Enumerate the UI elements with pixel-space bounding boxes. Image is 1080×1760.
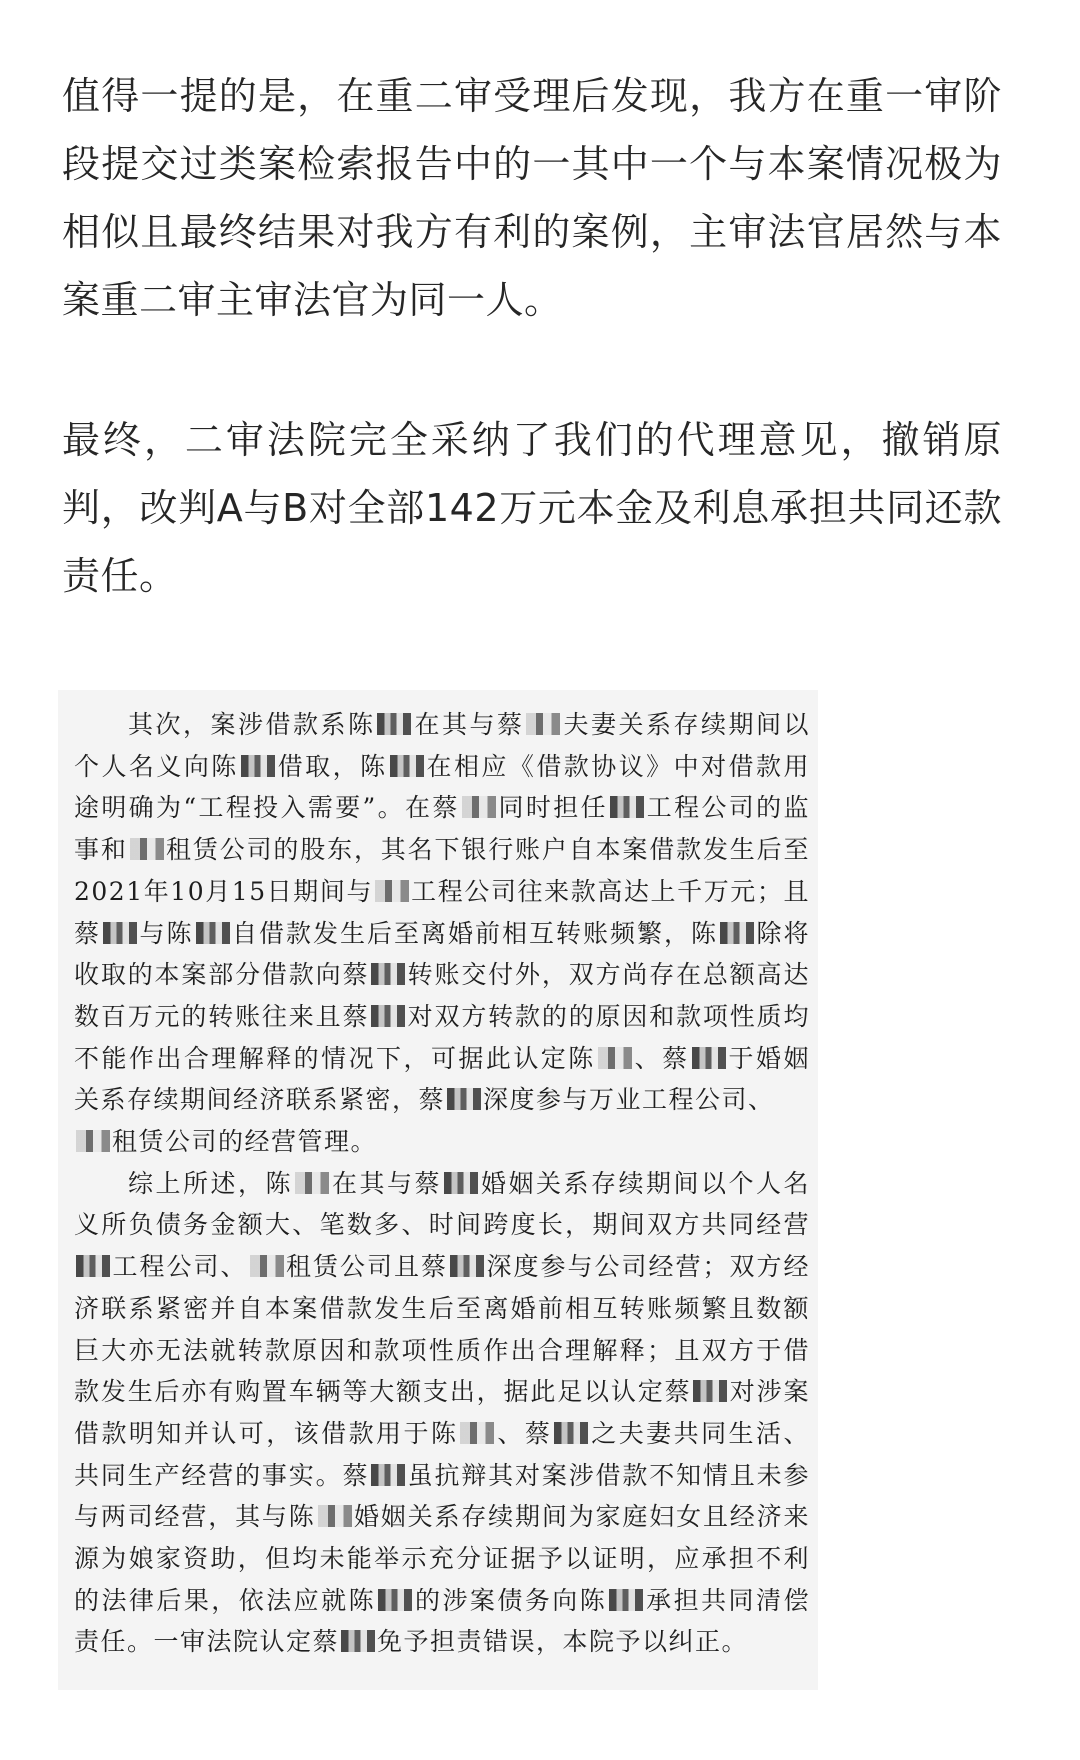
scan-text-segment: 工程公司、 [112,1252,248,1282]
scan-text-segment: 借取，陈 [276,751,388,781]
scan-text-segment: 租赁公司的经营管理。 [112,1127,378,1157]
scan-text-segment: 免予担责错误，本院予以纠正。 [377,1627,749,1657]
redaction-mosaic [692,1047,726,1069]
scan-text-segment: 转账交付外，双方尚存在总额高达数百万元的转账往来且蔡 [74,960,810,1031]
scan-text-segment: 深度参与公司经营；双方经济联系紧密并自本案借款发生后至离婚前相互转账频繁且数额巨大亦无法就转款原因和款项性质作出合理解释；且双方于借款发生后亦有购置车辆等大额支出，据此足以认定蔡 [74,1252,810,1407]
scan-text-segment: 工程公司往来款高达上千万元；且蔡 [74,876,810,948]
redaction-mosaic [341,1630,375,1652]
redaction-mosaic [447,1088,481,1110]
redaction-mosaic [526,713,560,735]
redaction-mosaic [103,922,137,944]
scan-text-segment: 租赁公司且蔡 [285,1252,448,1282]
redaction-mosaic [196,922,230,944]
redaction-mosaic [295,1172,329,1194]
redaction-mosaic [375,880,409,902]
scan-text-segment: 、蔡 [633,1043,690,1073]
redaction-mosaic [130,838,164,860]
article-body [62,62,1002,610]
redaction-mosaic [693,1380,727,1402]
redaction-mosaic [554,1422,588,1444]
judgment-scan-image [58,690,818,1690]
scan-text-segment: 对双方转款的的原因和款项性质均不能作出合理解释的情况下，可据此认定陈 [74,1001,810,1073]
scan-text-segment: 、蔡 [496,1418,553,1448]
scan-text-segment: 在其与蔡 [331,1168,442,1198]
redaction-mosaic [378,1589,412,1611]
redaction-mosaic [390,755,424,777]
redaction-mosaic [377,713,411,735]
redaction-mosaic [318,1505,352,1527]
redaction-mosaic [250,1255,284,1277]
scan-text-segment: 综上所述，陈 [128,1168,293,1198]
scan-text-segment: 与陈 [139,918,194,948]
scan-text-segment: 深度参与万业工程公司、 [483,1085,775,1115]
redaction-mosaic [444,1172,478,1194]
scan-text-segment: 其次，案涉借款系陈 [128,710,376,739]
scan-text-segment: 自借款发生后至离婚前相互转账频繁，陈 [231,918,718,948]
scan-text-segment: 婚姻关系存续期间以个人名义所负债务金额大、笔数多、时间跨度长，期间双方共同经营 [74,1168,810,1240]
scan-text-segment: 婚姻关系存续期间为家庭妇女且经济来源为娘家资助，但均未能举示充分证据予以证明，应承担不利的法律后果，依法应就陈 [74,1502,810,1615]
redaction-mosaic [450,1255,484,1277]
scan-text-segment: 在相应《借款协议》中对借款用途明确为“工程投入需要”。在蔡 [74,751,810,823]
redaction-mosaic [371,963,405,985]
redaction-mosaic [76,1130,110,1152]
redaction-mosaic [720,922,754,944]
redaction-mosaic [610,796,644,818]
scan-text-segment: 承担共同清偿责任。一审法院认定蔡 [74,1585,810,1657]
redaction-mosaic [609,1589,643,1611]
scan-text-segment: 夫妻关系存续期间以个人名义向陈 [74,710,810,781]
scan-text-segment: 同时担任 [497,793,608,823]
scan-paragraph-2 [74,1163,810,1663]
redaction-mosaic [241,755,275,777]
article-paragraph-1: 值得一提的是，在重二审受理后发现，我方在重一审阶段提交过类案检索报告中的一其中一个与本案情况极为相似且最终结果对我方有利的案例，主审法官居然与本案重二审主审法官为同一人。 [62,74,1002,322]
redaction-mosaic [371,1464,405,1486]
redaction-mosaic [598,1047,632,1069]
scan-text-segment: 工程公司的监事和 [74,793,810,865]
scan-text-segment: 于婚姻关系存续期间经济联系紧密，蔡 [74,1043,810,1115]
scan-text-segment: 对涉案借款明知并认可，该借款用于陈 [74,1377,810,1448]
scan-paragraph-1 [74,704,810,1163]
redaction-mosaic [462,796,496,818]
scan-text-segment: 在其与蔡 [413,710,525,739]
scan-text-segment: 的涉案债务向陈 [414,1585,608,1615]
scan-text-segment: 之夫妻共同生活、共同生产经营的事实。蔡 [74,1418,810,1490]
scan-text-segment: 除将收取的本案部分借款向蔡 [74,918,810,990]
scan-text-segment: 虽抗辩其对案涉借款不知情且未参与两司经营，其与陈 [74,1460,810,1532]
redaction-mosaic [371,1005,405,1027]
scan-text-segment: 租赁公司的股东，其名下银行账户自本案借款发生后至2021年10月15日期间与 [74,835,810,906]
redaction-mosaic [76,1255,110,1277]
redaction-mosaic [460,1422,494,1444]
article-paragraph-2: 最终，二审法院完全采纳了我们的代理意见，撤销原判，改判A与B对全部142万元本金及利息承担共同还款责任。 [62,418,1002,598]
judgment-scan-text [74,704,810,1663]
